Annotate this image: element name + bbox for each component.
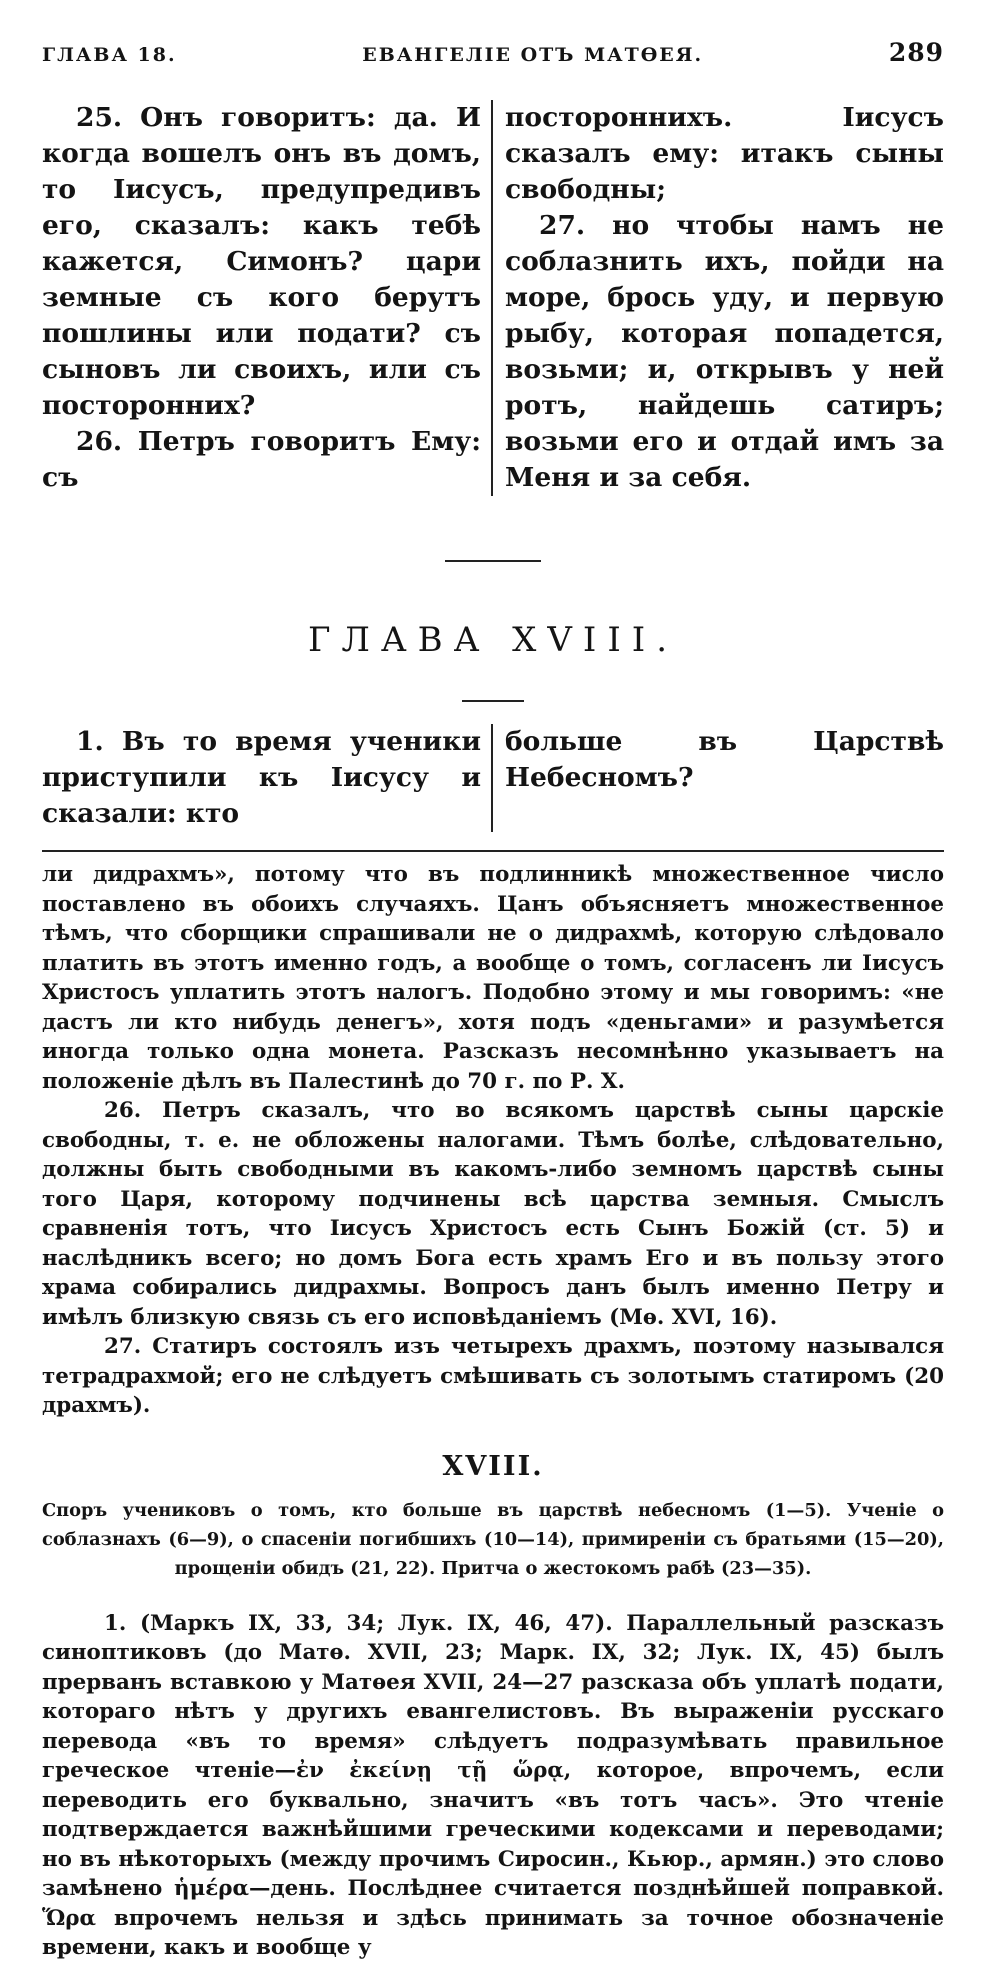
running-head	[42, 38, 944, 78]
verses-chapter-18	[42, 724, 944, 832]
commentary-paragraph: 27. Статиръ состоялъ изъ четырехъ драхмъ, поэтому назывался тетрадрахмой; его не слѣдуетъ смѣшивать съ золотымъ статиромъ (20 драхмъ).	[42, 1334, 944, 1418]
verses-ch18-left-column	[42, 724, 493, 832]
divider-rule	[445, 560, 541, 562]
verse-26-continuation: постороннихъ. Іисусъ сказалъ ему: итакъ сыны свободны;	[505, 102, 944, 205]
text-commentary-separator	[42, 850, 944, 852]
chapter-label: ГЛАВА 18.	[42, 44, 177, 66]
commentary-block	[42, 860, 944, 1421]
verse-27: 27. но чтобы намъ не соблазнить ихъ, пойди на море, брось уду, и первую рыбу, которая попадется, возьми; и, открывъ у ней ротъ, найдешь сатиръ; возьми его и отдай имъ за Меня и за себя.	[505, 210, 944, 493]
book-title: ЕВАНГЕЛІЕ ОТЪ МАТѲЕЯ.	[362, 44, 704, 66]
commentary-paragraph: ли дидрахмъ», потому что въ подлинникѣ множественное число поставлено въ обоихъ случаяхъ. Цанъ объясняетъ множественное тѣмъ, что сборщики спрашивали не о дидрахмѣ, которую слѣдовало платить въ этотъ именно годъ, а вообще о томъ, согласенъ ли Іисусъ Христосъ уплатить этотъ налогъ. Подобно этому и мы говоримъ: «не дастъ ли кто нибудь денегъ», хотя подъ «деньгами» и разумѣется иногда только одна монета. Разсказъ несомнѣнно указываетъ на положеніе дѣлъ въ Палестинѣ до 70 г. по Р. Х.	[42, 862, 944, 1094]
commentary-block-2	[42, 1609, 944, 1963]
verse-1: 1. Въ то время ученики приступили къ Іисусу и сказали: кто	[42, 726, 481, 829]
divider-rule-short	[462, 700, 524, 702]
section-heading: XVIII.	[442, 1450, 544, 1482]
commentary-paragraph: 1. (Маркъ IX, 33, 34; Лук. IX, 46, 47). Параллельный разсказъ синоптиковъ (до Матѳ. XVII, 23; Марк. IX, 32; Лук. IX, 45) былъ прерванъ вставкою у Матѳея XVII, 24—27 разсказа объ уплатѣ подати, котораго нѣтъ у другихъ евангелистовъ. Въ выраженіи русскаго перевода «въ то время» слѣдуетъ подразумѣвать правильное греческое чтеніе—ἐν ἐκείνῃ τῇ ὥρᾳ, которое, впрочемъ, если переводить его буквально, значитъ «въ тотъ часъ». Это чтеніе подтверждается важнѣйшими греческими кодексами и переводами; но въ нѣкоторыхъ (между прочимъ Сиросин., Кьюр., армян.) это слово замѣнено ἡμέρα—день. Послѣднее считается позднѣйшей поправкой. Ὥρα впрочемъ нельзя и здѣсь принимать за точное обозначеніе времени, какъ и вообще у	[42, 1610, 944, 1960]
verse-1-continuation: больше въ Царствѣ Небесномъ?	[505, 726, 944, 793]
chapter-summary: Споръ учениковъ о томъ, кто больше въ царствѣ небесномъ (1—5). Ученіе о соблазнахъ (6—9), о спасеніи погибшихъ (10—14), примиреніи съ братьями (15—20), прощеніи обидъ (21, 22). Притча о жестокомъ рабѣ (23—35).	[42, 1499, 944, 1579]
verses-top	[42, 100, 944, 496]
verse-26: 26. Петръ говоритъ Ему: съ	[42, 426, 481, 493]
page-number: 289	[888, 38, 944, 67]
chapter-heading: ГЛАВА XVIII.	[307, 620, 679, 660]
verses-top-left-column	[42, 100, 493, 496]
verse-25: 25. Онъ говоритъ: да. И когда вошелъ онъ въ домъ, то Іисусъ, предупредивъ его, сказалъ: какъ тебѣ кажется, Симонъ? цари земные съ кого берутъ пошлины или подати? съ сыновъ ли своихъ, или съ посторонних?	[42, 102, 481, 421]
commentary-paragraph: 26. Петръ сказалъ, что во всякомъ царствѣ сыны царскіе свободны, т. е. не обложены налогами. Тѣмъ болѣе, слѣдовательно, должны быть свободными въ какомъ-либо земномъ царствѣ сыны того Царя, которому подчинены всѣ царства земныя. Смыслъ сравненія тотъ, что Іисусъ Христосъ есть Сынъ Божій (ст. 5) и наслѣдникъ всего; но домъ Бога есть храмъ Его и въ пользу этого храма собирались дидрахмы. Вопросъ данъ былъ именно Петру и имѣлъ близкую связь съ его исповѣданіемъ (Мѳ. XVI, 16).	[42, 1098, 944, 1330]
verses-ch18-right-column	[493, 724, 944, 832]
verses-top-right-column	[493, 100, 944, 496]
